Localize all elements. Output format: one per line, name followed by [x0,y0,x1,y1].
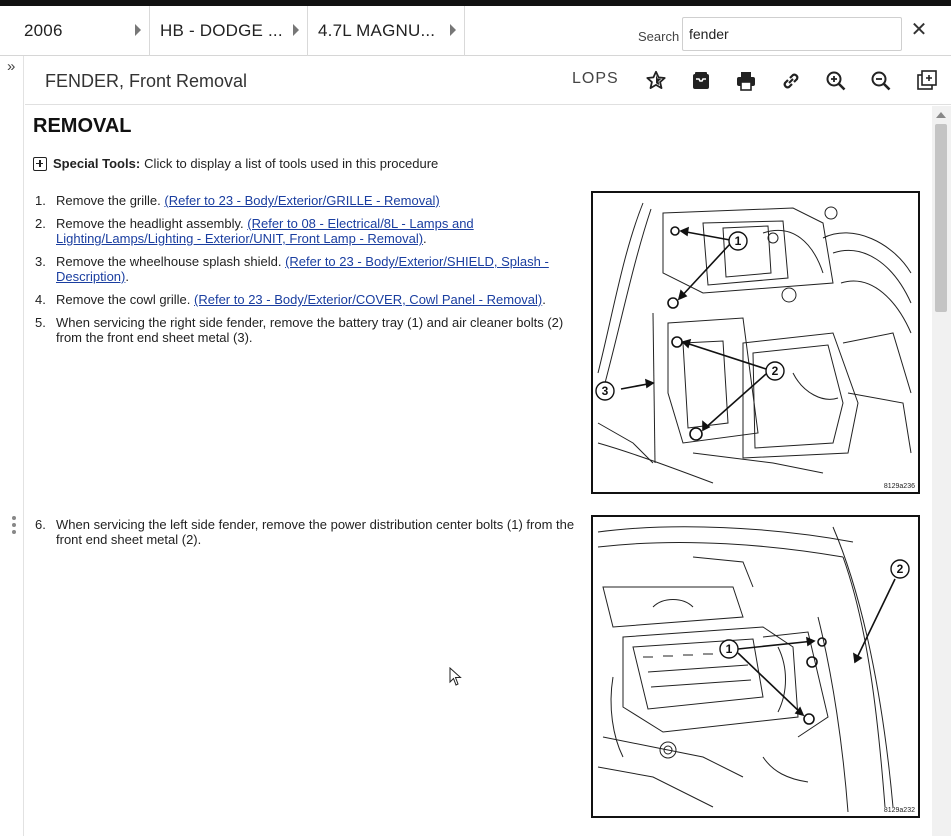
step-text: When servicing the right side fender, remove the battery tray (1) and air cleaner bolts (2) from the front end sheet metal (3). [56,315,564,345]
vertical-scrollbar[interactable] [932,106,951,836]
step-text: Remove the headlight assembly. [56,216,244,231]
procedure-step [35,517,575,547]
special-tools-text: Click to display a list of tools used in this procedure [144,156,439,171]
lops-button[interactable]: LOPS [572,70,619,87]
search-input[interactable] [682,17,902,51]
link-icon[interactable] [779,69,803,93]
document-content [25,106,932,836]
figure-battery-tray-diagram[interactable] [591,191,920,494]
archive-icon[interactable] [689,69,713,93]
step-punctuation: . [423,231,427,246]
step-number: 1. [35,193,46,208]
figure-pdc-bolts-diagram[interactable] [591,515,920,818]
procedure-step [35,254,575,284]
section-heading: REMOVAL [33,115,132,137]
zoom-in-icon[interactable] [824,69,848,93]
figure-code: 8129a236 [883,483,915,490]
step-reference-link[interactable]: (Refer to 23 - Body/Exterior/COVER, Cowl Panel - Removal) [194,292,543,307]
step-number: 2. [35,216,46,231]
figure-code: 8129a232 [883,807,915,814]
step-text: Remove the grille. [56,193,161,208]
step-number: 4. [35,292,46,307]
chevron-right-icon [293,24,299,36]
breadcrumb-vehicle-label: HB - DODGE ... [160,21,283,40]
step-punctuation: . [125,269,129,284]
special-tools-label: Special Tools: [53,156,141,171]
callout-2-label: 2 [771,364,779,378]
plus-box-icon [33,157,47,171]
scroll-up-arrow-icon[interactable] [936,112,946,118]
chevron-right-icon [135,24,141,36]
step-number: 6. [35,517,46,532]
callout-1-label: 1 [734,234,742,248]
callout-2-label: 2 [896,562,904,576]
print-icon[interactable] [734,69,758,93]
step-number: 5. [35,315,46,330]
callout-1-label: 1 [725,642,733,656]
breadcrumb-vehicle[interactable] [150,6,308,56]
step-punctuation: . [542,292,546,307]
special-tools-toggle[interactable] [33,156,438,171]
chevron-right-icon [450,24,456,36]
favorite-star-icon[interactable] [644,69,668,93]
procedure-step [35,216,575,246]
step-text: Remove the wheelhouse splash shield. [56,254,282,269]
procedure-step [35,292,575,307]
step-number: 3. [35,254,46,269]
procedure-step [35,315,575,345]
step-reference-link[interactable]: (Refer to 23 - Body/Exterior/GRILLE - Removal) [164,193,440,208]
close-icon[interactable]: ✕ [910,19,928,41]
breadcrumb-engine-label: 4.7L MAGNU... [318,21,436,40]
procedure-step [35,193,575,208]
breadcrumb-year[interactable] [14,6,150,56]
zoom-out-icon[interactable] [869,69,893,93]
top-navigation-bar [0,6,951,56]
expand-panel-icon[interactable]: » [7,58,16,75]
mouse-cursor-icon [449,667,463,687]
step-reference-link[interactable]: (Refer to 08 - Electrical/8L - Lamps and Lighting/Lamps/Lighting - Exterior/UNIT, Front Lamp - Removal) [56,216,474,246]
search-label: Search [638,29,680,44]
drag-handle-icon[interactable] [12,516,16,534]
callout-3-label: 3 [601,384,609,398]
step-reference-link[interactable]: (Refer to 23 - Body/Exterior/SHIELD, Splash - Description) [56,254,549,284]
new-window-icon[interactable] [915,69,939,93]
page-title: FENDER, Front Removal [45,71,248,91]
step-text: When servicing the left side fender, remove the power distribution center bolts (1) from the front end sheet metal (2). [56,517,575,547]
document-header [25,57,951,105]
scrollbar-thumb[interactable] [935,124,947,312]
left-rail [0,56,24,836]
step-text: Remove the cowl grille. [56,292,191,307]
breadcrumb-engine[interactable] [308,6,465,56]
engine-bay-illustration [593,193,918,492]
breadcrumb-year-label: 2006 [24,21,63,40]
engine-bay-illustration [593,517,918,816]
